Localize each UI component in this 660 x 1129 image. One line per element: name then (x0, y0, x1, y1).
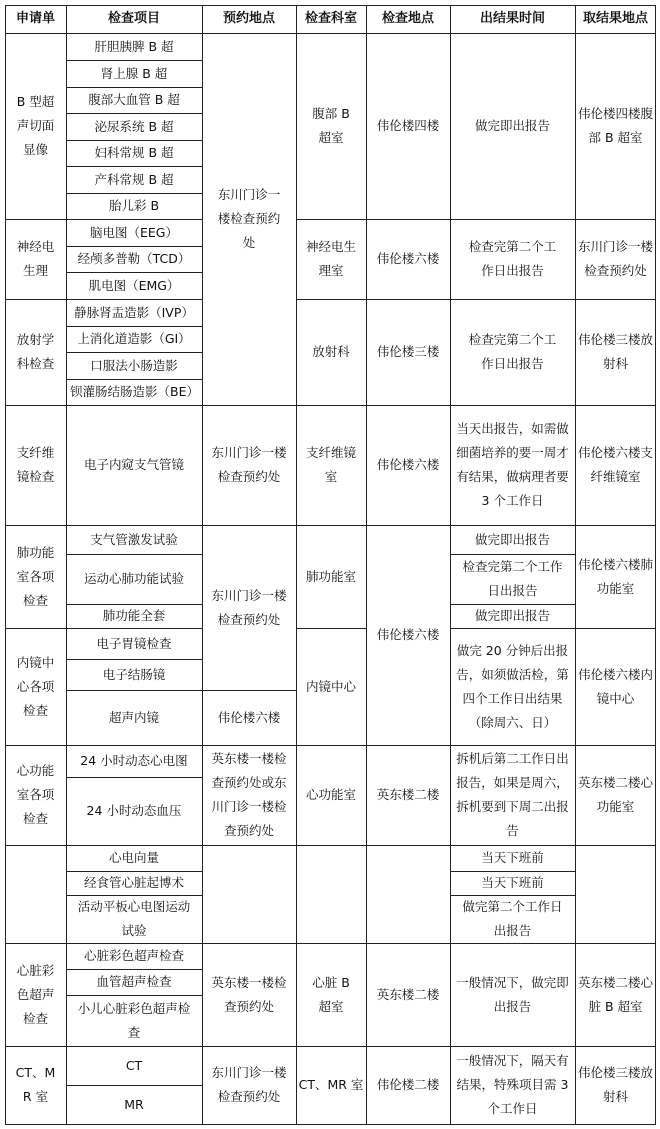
row-divider (296, 299, 656, 300)
exam-item: 肺功能全套 (102, 608, 166, 623)
result-time-cell: 做完即出报告 (474, 608, 550, 623)
cell-divider (66, 969, 202, 970)
result-time-cell: 检查完第二个工作日出报告 (468, 332, 557, 371)
department-cell: 心功能室 (305, 787, 356, 802)
department-cell: 放射科 (312, 344, 350, 359)
row-divider (5, 525, 656, 526)
result-time-cell: 做完第二个工作日出报告 (462, 899, 563, 938)
department-cell: 内镜中心 (305, 678, 356, 694)
booking-cell: 东川门诊一楼检查预约处 (211, 445, 287, 484)
pickup-cell: 伟伦楼六楼支纤维镜室 (578, 445, 654, 484)
cell-divider (66, 895, 202, 896)
header-location: 检查地点 (381, 11, 434, 26)
exam-item: 泌尿系统 B 超 (94, 118, 174, 134)
exam-item: 脑电图（EEG） (90, 224, 178, 240)
result-time-cell: 当天下班前 (481, 850, 544, 865)
location-cell: 伟伦楼六楼 (376, 457, 440, 472)
department-cell: 肺功能室 (305, 568, 356, 584)
booking-cell: 伟伦楼六楼 (217, 709, 281, 725)
result-time-cell: 当天下班前 (481, 875, 544, 890)
result-time-cell: 检查完第二个工作日出报告 (462, 559, 563, 598)
row-divider (296, 219, 656, 220)
pickup-cell: 英东楼二楼心功能室 (578, 775, 654, 814)
cell-divider (66, 659, 202, 660)
column-divider (575, 5, 576, 1125)
cell-divider (66, 379, 202, 380)
pickup-cell: 伟伦楼三楼放射科 (578, 332, 654, 371)
exam-item: 心脏彩色超声检查 (83, 948, 184, 963)
result-time-cell: 一般情况下，隔天有结果，特殊项目需 3 个工作日 (456, 1053, 569, 1116)
cell-divider (66, 246, 202, 247)
cell-divider (450, 604, 575, 605)
exam-item: 静脉肾盂造影（IVP） (74, 304, 194, 320)
exam-item: 肌电图（EMG） (88, 277, 180, 293)
location-cell: 伟伦楼二楼 (376, 1077, 440, 1092)
column-divider (202, 5, 203, 1125)
exam-item: 口服法小肠造影 (90, 357, 178, 373)
cell-divider (66, 326, 202, 327)
location-cell: 伟伦楼四楼 (376, 118, 440, 133)
header-result-time: 出结果时间 (479, 11, 545, 26)
location-cell: 伟伦楼六楼 (376, 627, 440, 642)
department-cell: 心脏 B 超室 (312, 974, 350, 1014)
department-cell: 支纤维镜室 (305, 445, 356, 484)
booking-cell: 东川门诊一楼检查预约处 (211, 1065, 287, 1104)
exam-item: 钡灌肠结肠造影（BE） (70, 384, 199, 399)
table-border (5, 1124, 656, 1125)
result-time-cell: 做完即出报告 (474, 118, 550, 133)
header-pickup-place: 取结果地点 (582, 11, 648, 26)
application-cell: B 型超声切面显像 (16, 94, 55, 157)
pickup-cell: 伟伦楼三楼放射科 (578, 1065, 654, 1104)
row-divider (5, 219, 202, 220)
cell-divider (450, 895, 575, 896)
location-cell: 英东楼二楼 (376, 787, 440, 802)
exam-item: 肝胆胰脾 B 超 (94, 38, 174, 54)
department-cell: 神经电生理室 (305, 239, 356, 278)
exam-item: 电子内窥支气管镜 (83, 457, 184, 472)
exam-item: 经颅多普勒（TCD） (77, 251, 191, 266)
cell-divider (66, 87, 202, 88)
header-department: 检查科室 (304, 11, 357, 26)
cell-divider (66, 777, 202, 778)
exam-item: 胎儿彩 B (108, 198, 160, 213)
booking-cell: 东川门诊一楼检查预约处 (217, 187, 281, 250)
cell-divider (450, 554, 575, 555)
header-booking-place: 预约地点 (222, 11, 275, 26)
result-time-cell: 检查完第二个工作日出报告 (468, 239, 557, 278)
cell-divider (66, 113, 202, 114)
pickup-cell: 东川门诊一楼检查预约处 (578, 239, 654, 278)
department-cell: CT、MR 室 (298, 1077, 364, 1092)
booking-cell: 英东楼一楼检查预约处 (211, 974, 287, 1014)
row-divider (5, 1046, 656, 1047)
table-border (5, 5, 6, 1125)
header-application: 申请单 (15, 11, 55, 26)
location-cell: 英东楼二楼 (376, 986, 440, 1002)
exam-item: 腹部大血管 B 超 (88, 92, 180, 107)
application-cell: 心脏彩色超声检查 (16, 962, 55, 1026)
application-cell: 支纤维镜检查 (16, 445, 55, 484)
column-divider (296, 5, 297, 1125)
location-cell: 伟伦楼六楼 (376, 251, 440, 266)
cell-divider (66, 272, 202, 273)
result-time-cell: 拆机后第二工作日出报告，如果是周六，拆机要到下周二出报告 (456, 751, 569, 838)
exam-item: 血管超声检查 (96, 974, 172, 989)
row-divider (5, 745, 656, 746)
exam-item: 上消化道造影（GI） (77, 331, 191, 346)
exam-item: 心电向量 (108, 850, 159, 865)
exam-item: CT (125, 1057, 143, 1073)
result-time-cell: 一般情况下，做完即出报告 (456, 974, 569, 1014)
exam-item: 支气管激发试验 (90, 531, 178, 547)
cell-divider (450, 871, 575, 872)
column-divider (366, 5, 367, 1125)
exam-item: 24 小时动态心电图 (80, 753, 188, 768)
booking-cell: 东川门诊一楼检查预约处 (211, 587, 287, 627)
application-cell: 放射学科检查 (16, 332, 55, 371)
application-cell: 神经电生理 (16, 239, 55, 278)
column-divider (450, 5, 451, 1125)
row-divider (66, 690, 296, 691)
cell-divider (66, 995, 202, 996)
pickup-cell: 伟伦楼四楼腹部 B 超室 (578, 106, 654, 145)
cell-divider (66, 60, 202, 61)
pickup-cell: 伟伦楼六楼肺功能室 (578, 556, 654, 596)
row-divider (296, 628, 366, 629)
cell-divider (66, 193, 202, 194)
exam-item: 妇科常规 B 超 (94, 145, 174, 160)
row-divider (5, 628, 202, 629)
application-cell: 肺功能室各项检查 (16, 544, 55, 608)
row-divider (450, 628, 656, 629)
application-cell: 心功能室各项检查 (16, 763, 55, 826)
header-exam-item: 检查项目 (107, 11, 160, 26)
exam-item: 小儿心脏彩色超声检查 (77, 1000, 191, 1040)
cell-divider (66, 554, 202, 555)
exam-item: 经食管心脏起博术 (83, 875, 184, 890)
result-time-cell: 当天出报告，如需做细菌培养的要一周才有结果，做病理者要 3 个工作日 (456, 421, 569, 508)
exam-item: 运动心肺功能试验 (83, 571, 184, 586)
column-divider (66, 5, 67, 1125)
cell-divider (66, 166, 202, 167)
result-time-cell: 做完 20 分钟后出报告，如须做活检，第四个工作日出结果（除周六、日） (456, 642, 569, 730)
exam-item: 产科常规 B 超 (94, 171, 174, 187)
exam-item: 活动平板心电图运动试验 (77, 899, 191, 938)
pickup-cell: 英东楼二楼心脏 B 超室 (578, 974, 654, 1014)
application-cell: CT、MR 室 (15, 1065, 56, 1104)
exam-item: 电子胃镜检查 (96, 635, 172, 651)
row-divider (5, 943, 656, 944)
row-divider (5, 845, 656, 846)
row-divider (5, 299, 202, 300)
booking-cell: 英东楼一楼检查预约处或东川门诊一楼检查预约处 (211, 751, 287, 838)
exam-item: 超声内镜 (108, 709, 159, 725)
exam-item: MR (124, 1096, 144, 1112)
table-border (5, 5, 656, 6)
cell-divider (66, 604, 202, 605)
cell-divider (66, 1085, 202, 1086)
cell-divider (66, 871, 202, 872)
department-cell: 腹部 B 超室 (312, 106, 350, 145)
exam-item: 电子结肠镜 (102, 666, 166, 682)
table-border (655, 5, 656, 1125)
location-cell: 伟伦楼三楼 (376, 344, 440, 359)
row-divider (5, 405, 656, 406)
cell-divider (66, 352, 202, 353)
row-divider (5, 33, 656, 34)
cell-divider (66, 140, 202, 141)
pickup-cell: 伟伦楼六楼内镜中心 (578, 666, 654, 706)
exam-item: 肾上腺 B 超 (100, 65, 168, 81)
application-cell: 内镜中心各项检查 (16, 654, 55, 718)
result-time-cell: 做完即出报告 (474, 531, 550, 547)
exam-item: 24 小时动态血压 (86, 803, 182, 818)
